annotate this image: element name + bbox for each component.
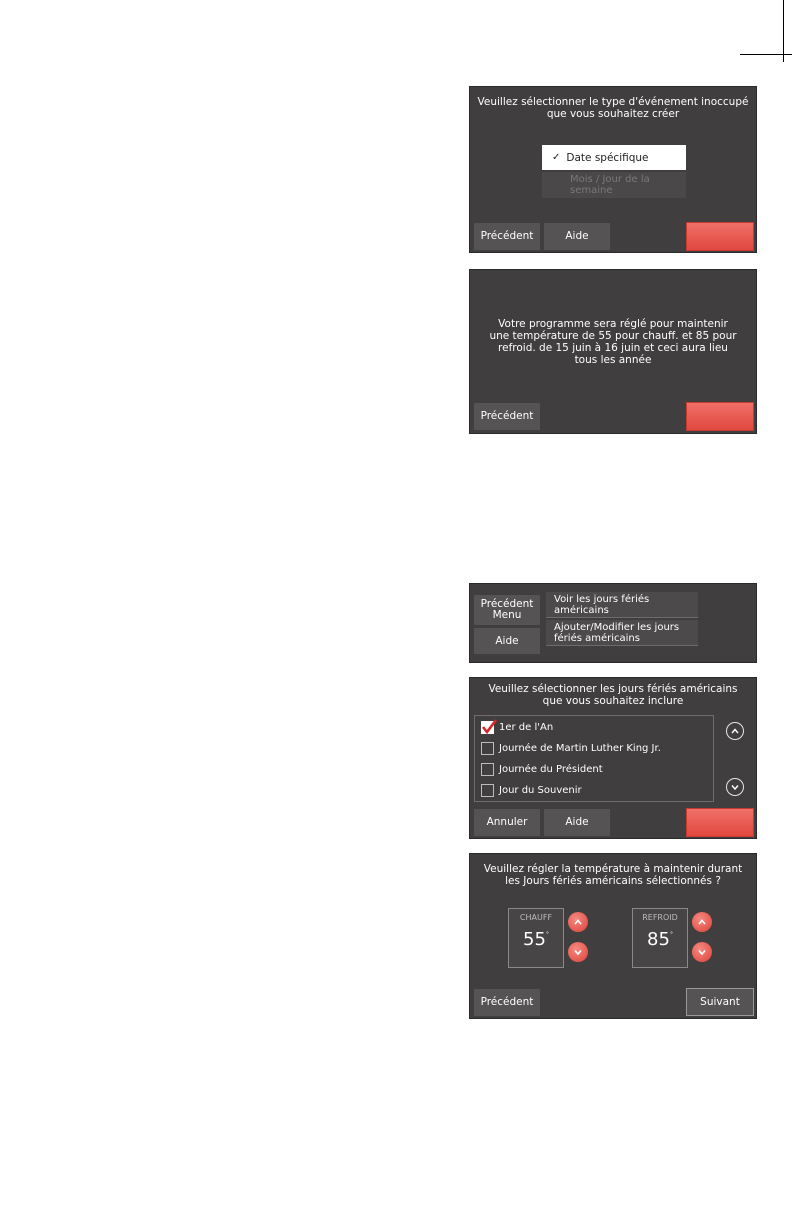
summary-screen <box>469 269 757 434</box>
option-specific-date-label: Date spécifique <box>566 151 649 164</box>
checkbox-unchecked[interactable] <box>481 763 494 776</box>
holiday-list <box>474 715 714 802</box>
cool-label: REFROID <box>642 913 678 922</box>
option-specific-date[interactable] <box>542 145 686 170</box>
event-type-prompt: Veuillez sélectionner le type d'événement inoccupé que vous souhaitez créer <box>477 96 749 120</box>
holiday-select-prompt: Veuillez sélectionner les jours fériés américains que vous souhaitez inclure <box>488 683 738 707</box>
holiday-label: 1er de l'An <box>499 721 554 733</box>
confirm-button[interactable] <box>686 222 754 251</box>
holiday-row[interactable] <box>481 782 582 798</box>
chevron-up-icon <box>730 726 740 736</box>
cool-up-button[interactable] <box>692 912 712 932</box>
summary-message: Votre programme sera réglé pour maintenir une température de 55 pour chauff. et 85 pour refroid. de 15 juin à 16 juin et ceci aura lieu tous les année <box>489 318 737 366</box>
back-button[interactable]: Précédent <box>474 403 540 430</box>
checkmark-icon: ✓ <box>552 152 561 163</box>
help-button[interactable]: Aide <box>544 223 610 250</box>
scroll-up-button[interactable] <box>726 722 744 740</box>
crop-mark-vertical <box>783 0 784 62</box>
cool-down-button[interactable] <box>692 942 712 962</box>
help-button[interactable]: Aide <box>544 809 610 836</box>
heat-down-button[interactable] <box>568 942 588 962</box>
holiday-temp-prompt: Veuillez régler la température à maintenir durant les Jours fériés américains sélectionnés ? <box>483 863 743 887</box>
holiday-row[interactable] <box>481 761 603 777</box>
heat-setpoint-box <box>508 908 564 968</box>
heat-up-button[interactable] <box>568 912 588 932</box>
holiday-label: Journée de Martin Luther King Jr. <box>499 742 661 754</box>
cool-setpoint-box <box>632 908 688 968</box>
back-button[interactable]: Précédent <box>474 989 540 1016</box>
holiday-menu-screen <box>469 583 757 663</box>
chevron-up-icon <box>697 917 707 927</box>
checkbox-unchecked[interactable] <box>481 784 494 797</box>
holiday-label: Jour du Souvenir <box>499 784 582 796</box>
chevron-up-icon <box>573 917 583 927</box>
holiday-row[interactable] <box>481 719 553 735</box>
confirm-button[interactable] <box>686 808 754 837</box>
holiday-select-screen <box>469 677 757 839</box>
checkbox-unchecked[interactable] <box>481 742 494 755</box>
event-type-screen <box>469 86 757 253</box>
option-month-weekday[interactable]: Mois / Jour de la semaine <box>542 172 686 198</box>
cool-value: 85° <box>647 929 673 950</box>
holiday-label: Journée du Président <box>499 763 603 775</box>
holiday-temp-screen <box>469 853 757 1019</box>
scroll-down-button[interactable] <box>726 778 744 796</box>
menu-item-edit-holidays[interactable]: Ajouter/Modifier les jours fériés américains <box>546 620 698 646</box>
chevron-down-icon <box>573 947 583 957</box>
back-menu-button[interactable]: Précédent Menu <box>474 595 540 625</box>
heat-value: 55° <box>523 929 549 950</box>
chevron-down-icon <box>730 782 740 792</box>
confirm-button[interactable] <box>686 402 754 431</box>
menu-item-view-holidays[interactable]: Voir les jours fériés américains <box>546 592 698 618</box>
help-button[interactable]: Aide <box>474 628 540 654</box>
cancel-button[interactable]: Annuler <box>474 809 540 836</box>
checkbox-checked[interactable] <box>481 721 494 734</box>
holiday-row[interactable] <box>481 740 661 756</box>
chevron-down-icon <box>697 947 707 957</box>
back-button[interactable]: Précédent <box>474 223 540 250</box>
heat-label: CHAUFF <box>519 913 553 922</box>
next-button[interactable]: Suivant <box>686 988 754 1016</box>
red-check-icon <box>481 719 497 735</box>
crop-mark-horizontal <box>740 54 792 55</box>
